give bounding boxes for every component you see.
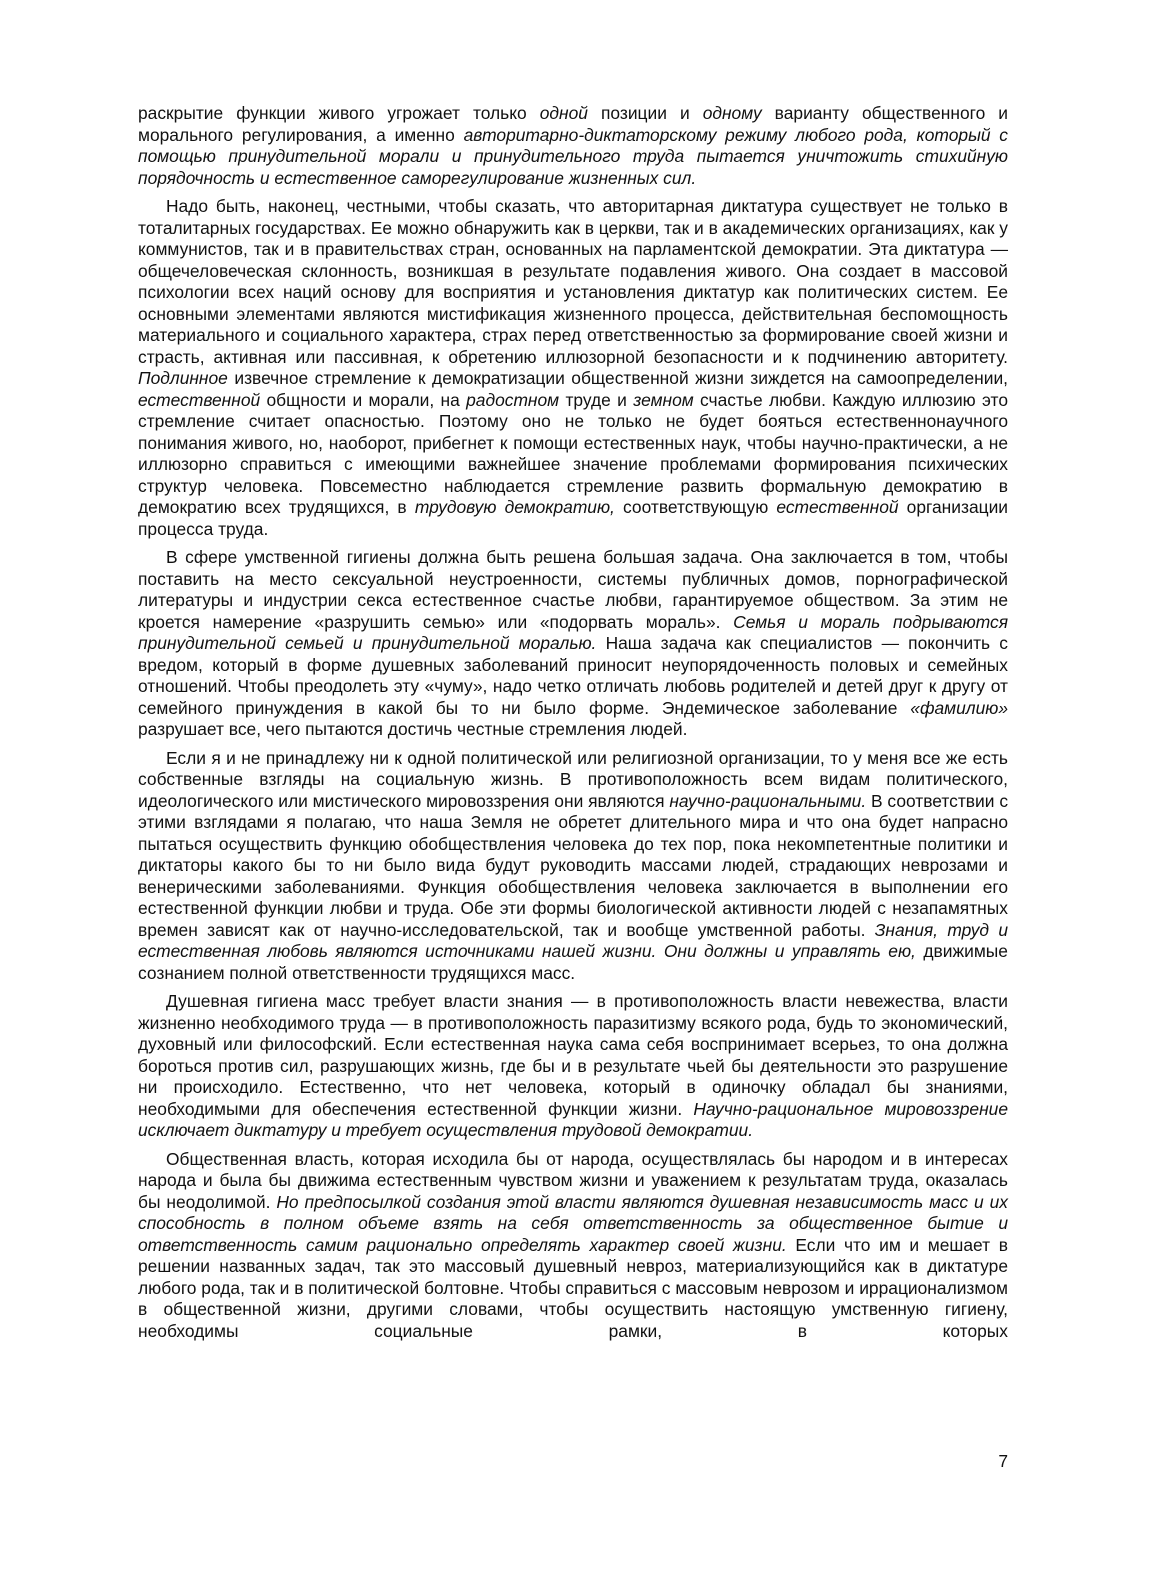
- paragraph: [138, 748, 1008, 985]
- text-segment: движимые сознанием полной ответственности трудящихся масс.: [138, 941, 1008, 983]
- paragraph: [138, 196, 1008, 540]
- italic-text-segment: естественной: [776, 497, 899, 517]
- italic-text-segment: одной: [539, 103, 588, 123]
- text-segment: извечное стремление к демократизации общественной жизни зиждется на самоопределении,: [227, 368, 1008, 388]
- text-segment: Душевная гигиена масс требует власти знания — в противоположность власти невежества, власти жизненно необходимого труда — в противоположность паразитизму всякого рода, будь то экономический, духовный или философский. Если естественная наука сама себя воспринимает всерьез, то она должна бороться против сил, разрушающих жизнь, где бы и в результате чьей бы деятельности это разрушение ни происходило. Естественно, что нет человека, который в одиночку обладал бы знаниями, необходимыми для обеспечения естественной функции жизни.: [138, 991, 1008, 1119]
- paragraph: [138, 991, 1008, 1142]
- text-segment: общности и морали, на: [260, 389, 467, 410]
- italic-text-segment: Но предпосылкой создания этой власти являются душевная независимость масс и их способность в полном объеме взять на себя ответственность за общественное бытие и ответственность самим рационально определять характер своей жизни.: [138, 1191, 1008, 1255]
- text-segment: Наша задача как специалистов — покончить с вредом, который в форме душевных заболеваний приносит неупорядоченность половых и семейных отношений. Чтобы преодолеть эту «чуму», надо четко отличать любовь родителей и детей друг к другу от семейного принуждения в какой бы то ни было форме. Эндемическое заболевание: [138, 633, 1008, 718]
- text-segment: раскрытие функции живого угрожает только: [138, 103, 540, 123]
- text-segment: разрушает все, чего пытаются достичь честные стремления людей.: [138, 719, 688, 739]
- text-segment: Если что им и мешает в решении названных задач, так это массовый душевный невроз, материализующийся как в диктатуре любого рода, так и в политической болтовне. Чтобы справиться с массовым неврозом и иррационализмом в общественной жизни, другими словами, чтобы осуществить настоящую умственную гигиену, необходимы социальные рамки, в которых: [138, 1234, 1008, 1341]
- text-segment: В сфере умственной гигиены должна быть решена большая задача. Она заключается в том, чтобы поставить на место сексуальной неустроенности, системы публичных домов, порнографической литературы и индустрии секса естественное счастье любви, гарантируемое обществом. За этим не кроется намерение «разрушить семью» или «подорвать мораль».: [138, 547, 1008, 632]
- italic-text-segment: «фамилию»: [910, 697, 1008, 718]
- text-segment: организации процесса труда.: [138, 497, 1009, 539]
- italic-text-segment: радостном: [466, 389, 560, 410]
- text-segment: позиции и: [587, 103, 703, 123]
- text-segment: соответствующую: [614, 497, 777, 517]
- italic-text-segment: Знания, труд и естественная любовь являются источниками нашей жизни. Они должны и управлять ею,: [138, 919, 1008, 961]
- text-segment: труде и: [559, 389, 634, 410]
- italic-text-segment: Семья и мораль подрываются принудительной семьей и принудительной моралью.: [138, 611, 1008, 653]
- text-segment: В соответствии с этими взглядами я полагаю, что наша Земля не обретет длительного мира и что она будет напрасно пытаться осуществить функцию обобществления человека до тех пор, пока некомпетентные политики и диктаторы какого бы то ни было вида будут руководить массами людей, страдающих неврозами и венерическими заболеваниями. Функция обобществления человека заключается в выполнении его естественной функции любви и труда. Обе эти формы биологической активности людей с незапамятных времен зависят как от научно-исследовательской, так и вообще умственной работы.: [138, 790, 1009, 940]
- page-number: 7: [998, 1451, 1008, 1471]
- paragraph: [138, 1149, 1008, 1343]
- text-segment: Если я и не принадлежу ни к одной политической или религиозной организации, то у меня все же есть собственные взгляды на социальную жизнь. В противоположность всем видам политического, идеологического или мистического мировоззрения они являются: [138, 747, 1008, 811]
- italic-text-segment: Научно-рациональное мировоззрение исключает диктатуру и требует осуществления трудовой демократии.: [138, 1098, 1008, 1140]
- page-body-text: [138, 103, 1008, 1342]
- italic-text-segment: научно-рациональными.: [669, 790, 867, 811]
- italic-text-segment: одному: [702, 103, 762, 123]
- italic-text-segment: трудовую демократию,: [414, 497, 615, 517]
- text-segment: счастье любви. Каждую иллюзию это стремление считает опасностью. Поэтому оно не только не будет бояться естественнонаучного понимания живого, но, наоборот, прибегнет к помощи естественных наук, чтобы научно-практически, а не иллюзорно справиться с имеющими важнейшее значение проблемами формирования психических структур человека. Повсеместно наблюдается стремление развить формальную демократию в демократию всех трудящихся, в: [138, 389, 1008, 517]
- italic-text-segment: Подлинное: [138, 368, 228, 388]
- text-segment: Надо быть, наконец, честными, чтобы сказать, что авторитарная диктатура существует не только в тоталитарных государствах. Ее можно обнаружить как в церкви, так и в академических организациях, как у коммунистов, так и в правительствах стран, основанных на парламентской демократии. Эта диктатура — общечеловеческая склонность, возникшая в результате подавления живого. Она создает в массовой психологии всех наций основу для восприятия и установления диктатур как политических систем. Ее основными элементами являются мистификация жизненного процесса, действительная беспомощность материального и социального характера, страх перед ответственностью за формирование своей жизни и страсть, активная или пассивная, к обретению иллюзорной безопасности и к подчинению авторитету.: [138, 196, 1008, 367]
- text-segment: Общественная власть, которая исходила бы от народа, осуществлялась бы народом и в интересах народа и была бы движима естественным чувством жизни и уважением к результатам труда, оказалась бы неодолимой.: [138, 1148, 1008, 1212]
- italic-text-segment: естественной: [138, 389, 261, 410]
- italic-text-segment: земном: [633, 389, 694, 410]
- paragraph: [138, 103, 1008, 189]
- italic-text-segment: авторитарно-диктаторскому режиму любого рода, который с помощью принудительной морали и принудительного труда пытается уничтожить стихийную порядочность и естественное саморегулирование жизненных сил.: [138, 124, 1009, 188]
- paragraph: [138, 547, 1008, 741]
- text-segment: варианту общественного и морального регулирования, а именно: [138, 103, 1008, 145]
